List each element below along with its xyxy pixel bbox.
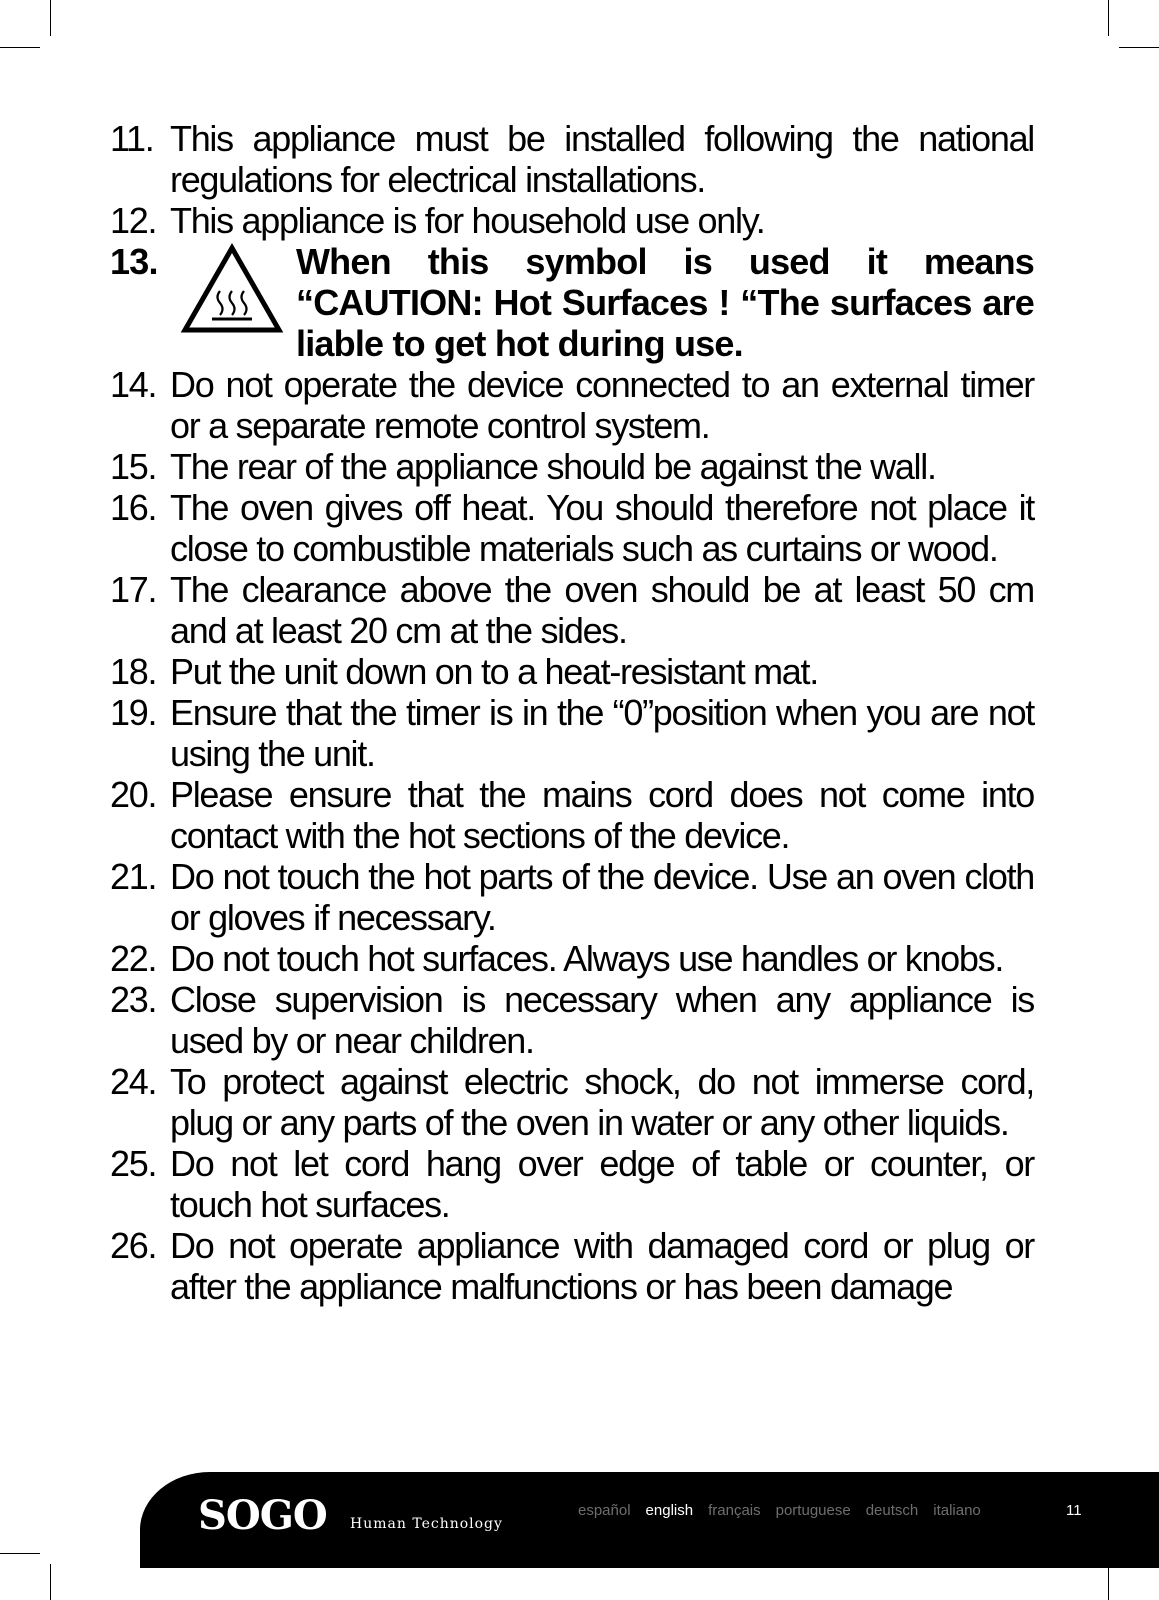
list-item-text: Do not operate appliance with damaged cord or plug or after the appliance malfunctions or has been damage <box>170 1225 1034 1307</box>
list-item <box>110 364 1034 446</box>
list-item-text: This appliance must be installed following the national regulations for electrical installations. <box>170 118 1034 200</box>
list-item-number: 25. <box>110 1143 157 1184</box>
list-item <box>110 692 1034 774</box>
list-item-text: Close supervision is necessary when any appliance is used by or near children. <box>170 979 1034 1061</box>
list-item-number: 22. <box>110 938 157 979</box>
crop-mark <box>0 1553 40 1554</box>
language-link[interactable]: italiano <box>933 1502 981 1519</box>
list-item-number: 14. <box>110 364 157 405</box>
logo-tagline: Human Technology <box>350 1516 503 1532</box>
hot-surface-warning-icon <box>180 243 284 335</box>
language-link[interactable]: deutsch <box>865 1502 919 1519</box>
list-item-number: 18. <box>110 651 157 692</box>
list-item <box>110 118 1034 200</box>
list-item-number: 16. <box>110 487 157 528</box>
list-item-text: Put the unit down on to a heat-resistant mat. <box>170 651 818 692</box>
list-item <box>110 487 1034 569</box>
list-item <box>110 938 1034 979</box>
language-link[interactable]: español <box>578 1502 631 1519</box>
list-item-number: 19. <box>110 692 157 733</box>
safety-instructions-list <box>110 118 1034 1307</box>
list-item <box>110 979 1034 1061</box>
list-item <box>110 651 1034 692</box>
list-item-number: 12. <box>110 200 157 241</box>
list-item-number: 26. <box>110 1225 157 1266</box>
list-item <box>110 569 1034 651</box>
list-item-text: When this symbol is used it means “CAUTION: Hot Surfaces ! “The surfaces are liable to get hot during use. <box>296 241 1034 364</box>
crop-mark <box>50 1564 51 1600</box>
list-item <box>110 200 1034 241</box>
page-footer <box>140 1472 1159 1568</box>
list-item-text: Do not touch hot surfaces. Always use handles or knobs. <box>170 938 1004 979</box>
list-item-text: Do not let cord hang over edge of table or counter, or touch hot surfaces. <box>170 1143 1034 1225</box>
list-item-number: 23. <box>110 979 157 1020</box>
language-link[interactable]: français <box>708 1502 761 1519</box>
list-item <box>110 1143 1034 1225</box>
page-number: 11 <box>1066 1502 1082 1519</box>
list-item-number: 17. <box>110 569 157 610</box>
crop-mark <box>50 0 51 36</box>
language-link[interactable]: english <box>645 1502 694 1519</box>
list-item <box>110 1225 1034 1307</box>
list-item-number: 11. <box>110 118 154 159</box>
list-item-number: 24. <box>110 1061 157 1102</box>
sogo-logo: SOGO <box>198 1492 327 1539</box>
list-item-number: 15. <box>110 446 157 487</box>
list-item <box>110 446 1034 487</box>
language-link[interactable]: portuguese <box>775 1502 851 1519</box>
list-item-text: The rear of the appliance should be against the wall. <box>170 446 936 487</box>
list-item-number: 21. <box>110 856 157 897</box>
list-item-text: The oven gives off heat. You should therefore not place it close to combustible materials such as curtains or wood. <box>170 487 1034 569</box>
crop-mark <box>1108 1564 1109 1600</box>
list-item <box>110 241 1034 364</box>
list-item <box>110 1061 1034 1143</box>
list-item-number: 20. <box>110 774 157 815</box>
list-item-text: Ensure that the timer is in the “0”position when you are not using the unit. <box>170 692 1034 774</box>
list-item <box>110 774 1034 856</box>
crop-mark <box>1119 47 1159 48</box>
list-item <box>110 856 1034 938</box>
crop-mark <box>1108 0 1109 36</box>
language-list <box>578 1502 981 1519</box>
list-item-text: Please ensure that the mains cord does not come into contact with the hot sections of the device. <box>170 774 1034 856</box>
list-item-text: This appliance is for household use only. <box>170 200 765 241</box>
list-item-text: The clearance above the oven should be at least 50 cm and at least 20 cm at the sides. <box>170 569 1034 651</box>
list-item-text: Do not touch the hot parts of the device. Use an oven cloth or gloves if necessary. <box>170 856 1034 938</box>
list-item-text: To protect against electric shock, do not immerse cord, plug or any parts of the oven in water or any other liquids. <box>170 1061 1034 1143</box>
crop-mark <box>0 47 40 48</box>
list-item-number: 13. <box>110 241 158 282</box>
list-item-text: Do not operate the device connected to an external timer or a separate remote control system. <box>170 364 1034 446</box>
